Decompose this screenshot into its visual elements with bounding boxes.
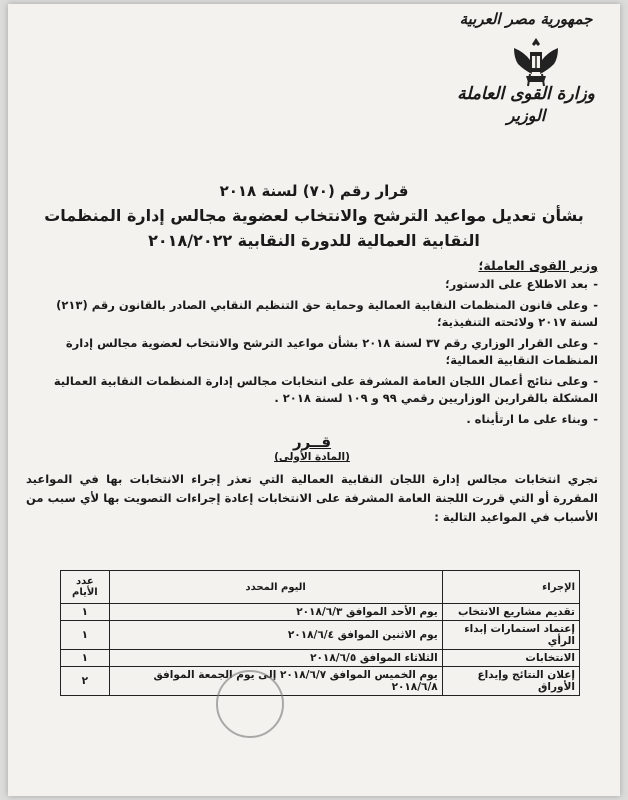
minister-title: الوزير (506, 106, 546, 125)
cell-days: ١ (61, 604, 110, 621)
cell-date: يوم الاثنين الموافق ٢٠١٨/٦/٤ (109, 621, 442, 650)
eagle-emblem-icon (510, 34, 562, 90)
cell-date: يوم الخميس الموافق ٢٠١٨/٦/٧ إلى يوم الجمعة الموافق ٢٠١٨/٦/٨ (109, 667, 442, 696)
table-row (61, 650, 580, 667)
table-row (61, 604, 580, 621)
cell-days: ٢ (61, 667, 110, 696)
article-label: (المادة الأولى) (274, 451, 350, 463)
preamble-item: -وعلى قانون المنظمات النقابية العمالية وحماية حق التنظيم النقابي الصادر بالقانون رقم (٢١٣) لسنة ٢٠١٧ ولائحته التنفيذية؛ (56, 298, 598, 329)
cell-days: ١ (61, 621, 110, 650)
preamble-item: -بعد الاطلاع على الدستور؛ (445, 277, 598, 291)
republic-name: جمهورية مصر العربية (459, 10, 593, 28)
decree-word: قــرر (292, 433, 332, 451)
minister-heading: وزير القوى العاملة؛ (478, 258, 598, 273)
document-page (8, 4, 620, 796)
decree-subject-line2: النقابية العمالية للدورة النقابية ٢٠١٨/٢٠٢٢ (148, 231, 480, 250)
ministry-name: وزارة القوى العاملة (457, 84, 595, 104)
decree-number: قرار رقم (٧٠) لسنة ٢٠١٨ (219, 182, 409, 200)
decree-title (28, 182, 600, 250)
official-stamp-icon (216, 670, 284, 738)
table-row (61, 667, 580, 696)
header-date: اليوم المحدد (109, 571, 442, 604)
header-days: عدد الأيام (61, 571, 110, 604)
preamble-item: -وعلى القرار الوزاري رقم ٣٧ لسنة ٢٠١٨ بشأن مواعيد الترشح والانتخاب لعضوية مجالس إدارة المنظمات النقابية العمالية؛ (65, 336, 598, 367)
schedule-table (60, 570, 580, 696)
decree-subject-line1: بشأن تعديل مواعيد الترشح والانتخاب لعضوية مجالس إدارة المنظمات (44, 206, 584, 225)
table-header-row (61, 571, 580, 604)
cell-days: ١ (61, 650, 110, 667)
cell-procedure: الانتخابات (442, 650, 579, 667)
cell-date: الثلاثاء الموافق ٢٠١٨/٦/٥ (109, 650, 442, 667)
decree-body (26, 257, 598, 527)
article-text: تجري انتخابات مجالس إدارة اللجان النقابية العمالية التي تعذر إجراء الانتخابات بها في المواعيد المقررة أو التي قررت اللجنة العامة المشرفة على الانتخابات إعادة إجراءات التصويت بها لأي سبب من الأسباب في المواعيد التالية : (26, 472, 598, 524)
decree-heading (26, 434, 598, 466)
cell-date: يوم الأحد الموافق ٢٠١٨/٦/٣ (109, 604, 442, 621)
preamble-item: -وبناء على ما ارتأيناه . (466, 412, 598, 426)
cell-procedure: إعلان النتائج وإيداع الأوراق (442, 667, 579, 696)
preamble-item: -وعلى نتائج أعمال اللجان العامة المشرفة على انتخابات مجالس إدارة المنظمات النقابية العمالية المشكلة بالقرارين الوزاريين رقمي ٩٩ و ١٠٩ لسنة ٢٠١٨ . (53, 374, 598, 405)
table-row (61, 621, 580, 650)
header-procedure: الإجراء (442, 571, 579, 604)
cell-procedure: تقديم مشاريع الانتخاب (442, 604, 579, 621)
cell-procedure: إعتماد استمارات إبداء الرأي (442, 621, 579, 650)
